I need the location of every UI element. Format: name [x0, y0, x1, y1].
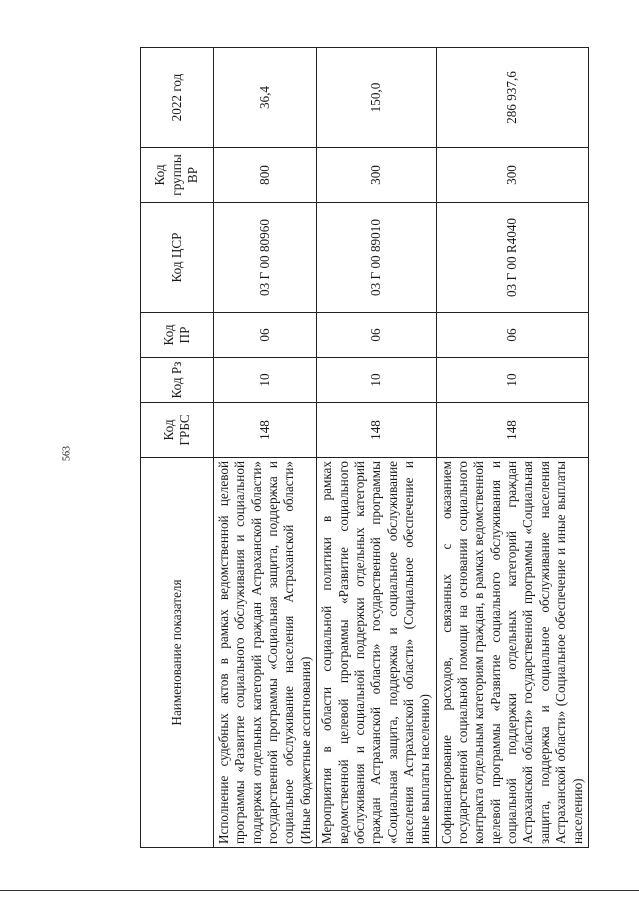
- table-row: [317, 48, 437, 848]
- row-grbs: 148: [214, 403, 317, 458]
- header-grbs: Код ГРБС: [141, 403, 214, 458]
- table-row: [436, 48, 588, 848]
- table-header-row: [141, 48, 214, 848]
- row-value: 286 937,6: [436, 48, 588, 148]
- rotated-page-content: [140, 48, 585, 848]
- row-pr: 06: [214, 313, 317, 358]
- row-value: 150,0: [317, 48, 437, 148]
- budget-table: [140, 47, 589, 848]
- row-vr: 300: [436, 148, 588, 203]
- row-csr: 03 Г 00 80960: [214, 203, 317, 313]
- row-pr: 06: [436, 313, 588, 358]
- row-vr: 800: [214, 148, 317, 203]
- row-grbs: 148: [317, 403, 437, 458]
- header-rz: Код Рз: [141, 358, 214, 403]
- row-vr: 300: [317, 148, 437, 203]
- row-csr: 03 Г 00 89010: [317, 203, 437, 313]
- row-rz: 10: [214, 358, 317, 403]
- row-rz: 10: [436, 358, 588, 403]
- header-pr: Код ПР: [141, 313, 214, 358]
- header-year: 2022 год: [141, 48, 214, 148]
- row-csr: 03 Г 00 R4040: [436, 203, 588, 313]
- page-number: 563: [61, 446, 73, 461]
- row-name: Софинансирование расходов, связанных с оказанием государственной социальной помощи на основании социального контракта отдельным категориям граждан, в рамках ведомственной целевой программы «Развитие социального обслуживания и социальной поддержки отдельных категорий граждан Астраханской области» государственной программы «Социальная защита, поддержка и социальное обслуживание населения Астраханской области» (Социальное обеспечение и иные выплаты населению): [436, 458, 588, 848]
- row-value: 36,4: [214, 48, 317, 148]
- row-rz: 10: [317, 358, 437, 403]
- row-name: Мероприятия в области социальной политики в рамках ведомственной целевой программы «Развитие социального обслуживания и социальной поддержки отдельных категорий граждан Астраханской области» государственной программы «Социальная защита, поддержка и социальное обслуживание населения Астраханской области» (Социальное обеспечение и иные выплаты населению): [317, 458, 437, 848]
- row-pr: 06: [317, 313, 437, 358]
- header-vr: Код группы ВР: [141, 148, 214, 203]
- header-csr: Код ЦСР: [141, 203, 214, 313]
- row-grbs: 148: [436, 403, 588, 458]
- row-name: Исполнение судебных актов в рамках ведомственной целевой программы «Развитие социального обслуживания и социальной поддержки отдельных категорий граждан Астраханской области» государственной программы «Социальная защита, поддержка и социальное обслуживание населения Астраханской области» (Иные бюджетные ассигнования): [214, 458, 317, 848]
- bottom-divider: [0, 890, 639, 891]
- header-name: Наименование показателя: [141, 458, 214, 848]
- table-row: [214, 48, 317, 848]
